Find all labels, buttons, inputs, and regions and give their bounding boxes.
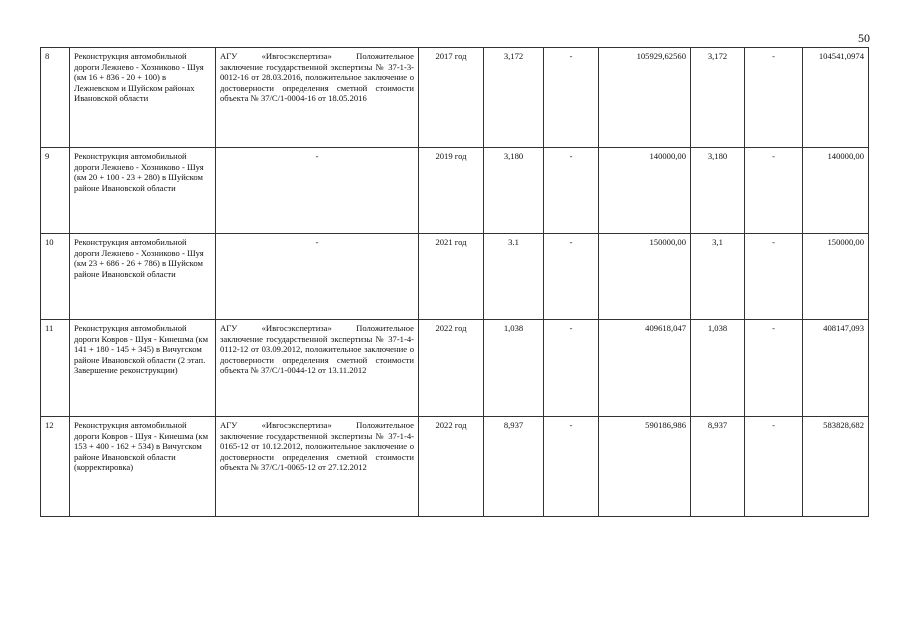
row-number: 8 [41, 48, 70, 148]
object-name: Реконструкция автомобильной дороги Лежнево - Хозниково - Шуя (км 20 + 100 - 23 + 280) в Шуйском районе Ивановской области [70, 148, 216, 234]
length-cell: 3,180 [691, 148, 745, 234]
row-number: 10 [41, 234, 70, 320]
page-number: 50 [858, 31, 870, 45]
object-name: Реконструкция автомобильной дороги Ковров - Шуя - Кинешма (км 141 + 180 - 145 + 345) в Вичугском районе Ивановской области (2 этап. Завершение реконструкции) [70, 320, 216, 417]
cost-cell: 150000,00 [599, 234, 691, 320]
dash-cell: - [544, 417, 599, 517]
length-cell: 1,038 [691, 320, 745, 417]
year-cell: 2019 год [419, 148, 484, 234]
cost-cell: 583828,682 [803, 417, 869, 517]
projects-table [40, 47, 869, 517]
object-name: Реконструкция автомобильной дороги Лежнево - Хозниково - Шуя (км 16 + 836 - 20 + 100) в Лежневском и Шуйском районах Ивановской области [70, 48, 216, 148]
expertise-info: АГУ «Ивгосэкспертиза» Положительное заключение государственной экспертизы № 37-1-4-0165-12 от 10.12.2012, положительное заключение о достоверности определения сметной стоимости объекта № 37/С/1-0065-12 от 27.12.2012 [216, 417, 419, 517]
cost-cell: 104541,0974 [803, 48, 869, 148]
length-cell: 3,172 [484, 48, 544, 148]
row-number: 9 [41, 148, 70, 234]
length-cell: 8,937 [484, 417, 544, 517]
row-number: 12 [41, 417, 70, 517]
object-name: Реконструкция автомобильной дороги Лежнево - Хозниково - Шуя (км 23 + 686 - 26 + 786) в Шуйском районе Ивановской области [70, 234, 216, 320]
cost-cell: 140000,00 [803, 148, 869, 234]
cost-cell: 409618,047 [599, 320, 691, 417]
expertise-info: АГУ «Ивгосэкспертиза» Положительное заключение государственной экспертизы № 37-1-4-0112-12 от 03.09.2012, положительное заключение о достоверности определения сметной стоимости объекта № 37/С/1-0044-12 от 13.11.2012 [216, 320, 419, 417]
expertise-info: - [216, 234, 419, 320]
length-cell: 8,937 [691, 417, 745, 517]
object-name: Реконструкция автомобильной дороги Ковров - Шуя - Кинешма (км 153 + 400 - 162 + 534) в Вичугском районе Ивановской области (корректировка) [70, 417, 216, 517]
length-cell: 3,180 [484, 148, 544, 234]
dash-cell: - [745, 48, 803, 148]
year-cell: 2022 год [419, 320, 484, 417]
cost-cell: 140000,00 [599, 148, 691, 234]
dash-cell: - [544, 234, 599, 320]
cost-cell: 408147,093 [803, 320, 869, 417]
dash-cell: - [745, 417, 803, 517]
dash-cell: - [745, 148, 803, 234]
table-row [41, 148, 869, 234]
expertise-info: - [216, 148, 419, 234]
table-row [41, 234, 869, 320]
expertise-info: АГУ «Ивгосэкспертиза» Положительное заключение государственной экспертизы № 37-1-3-0012-16 от 28.03.2016, положительное заключение о достоверности определения сметной стоимости объекта № 37/С/1-0004-16 от 18.05.2016 [216, 48, 419, 148]
year-cell: 2022 год [419, 417, 484, 517]
row-number: 11 [41, 320, 70, 417]
table-row [41, 48, 869, 148]
length-cell: 3.1 [484, 234, 544, 320]
dash-cell: - [544, 320, 599, 417]
dash-cell: - [544, 148, 599, 234]
cost-cell: 590186,986 [599, 417, 691, 517]
length-cell: 1,038 [484, 320, 544, 417]
table-row [41, 417, 869, 517]
cost-cell: 150000,00 [803, 234, 869, 320]
dash-cell: - [544, 48, 599, 148]
length-cell: 3,1 [691, 234, 745, 320]
dash-cell: - [745, 234, 803, 320]
cost-cell: 105929,62560 [599, 48, 691, 148]
dash-cell: - [745, 320, 803, 417]
table-row [41, 320, 869, 417]
year-cell: 2021 год [419, 234, 484, 320]
year-cell: 2017 год [419, 48, 484, 148]
length-cell: 3,172 [691, 48, 745, 148]
